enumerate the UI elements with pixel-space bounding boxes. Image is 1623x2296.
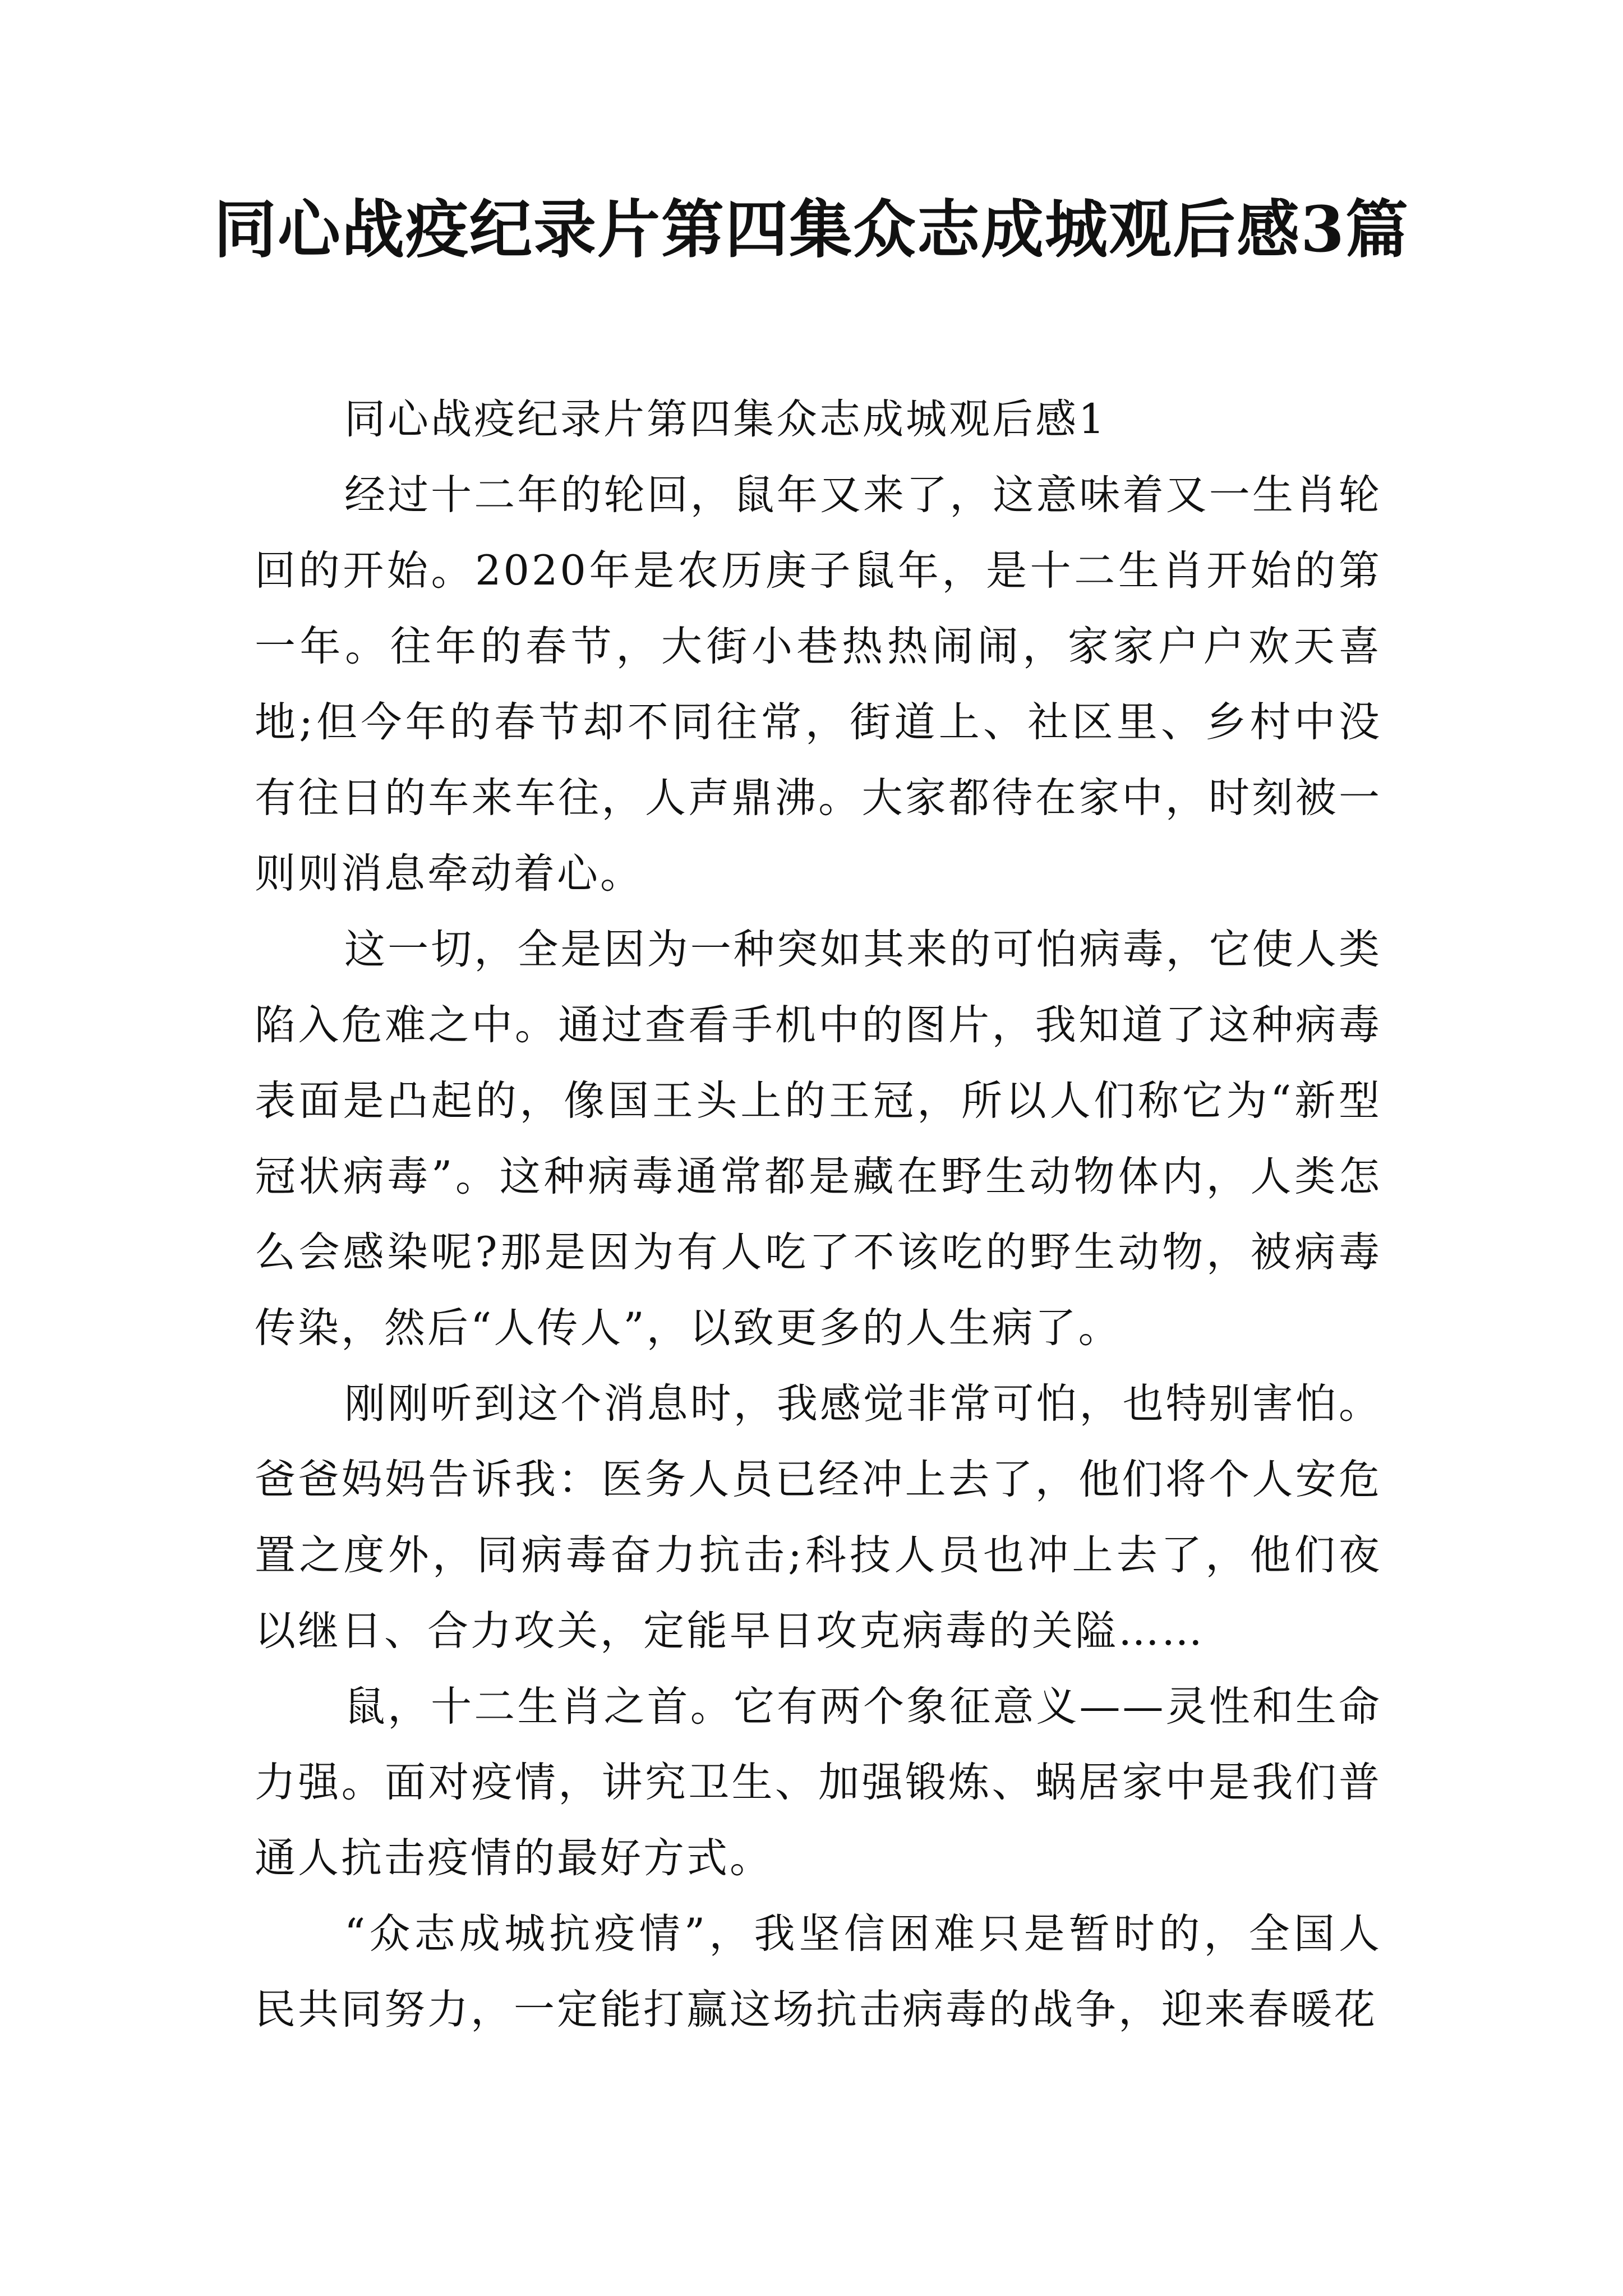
paragraph: 刚刚听到这个消息时，我感觉非常可怕，也特别害怕。爸爸妈妈告诉我：医务人员已经冲上去了，他们将个人安危置之度外，同病毒奋力抗击;科技人员也冲上去了，他们夜以继日、合力攻关，定能早日攻克病毒的关隘…… — [255, 1380, 1382, 1655]
document-body — [255, 381, 1382, 2047]
paragraph: 鼠，十二生肖之首。它有两个象征意义——灵性和生命力强。面对疫情，讲究卫生、加强锻炼、蜗居家中是我们普通人抗击疫情的最好方式。 — [255, 1683, 1382, 1882]
paragraph: 经过十二年的轮回，鼠年又来了，这意味着又一生肖轮回的开始。2020年是农历庚子鼠年，是十二生肖开始的第一年。往年的春节，大街小巷热热闹闹，家家户户欢天喜地;但今年的春节却不同往常，街道上、社区里、乡村中没有往日的车来车往，人声鼎沸。大家都待在家中，时刻被一则则消息牵动着心。 — [255, 471, 1382, 898]
document-title: 同心战疫纪录片第四集众志成城观后感3篇 — [214, 193, 1409, 266]
paragraph: 这一切，全是因为一种突如其来的可怕病毒，它使人类陷入危难之中。通过查看手机中的图片，我知道了这种病毒表面是凸起的，像国王头上的王冠，所以人们称它为“新型冠状病毒”。这种病毒通常都是藏在野生动物体内，人类怎么会感染呢?那是因为有人吃了不该吃的野生动物，被病毒传染，然后“人传人”，以致更多的人生病了。 — [255, 926, 1382, 1352]
section-heading: 同心战疫纪录片第四集众志成城观后感1 — [344, 395, 1107, 443]
paragraph: “众志成城抗疫情”，我坚信困难只是暂时的，全国人民共同努力，一定能打赢这场抗击病毒的战争，迎来春暖花 — [255, 1910, 1382, 2033]
